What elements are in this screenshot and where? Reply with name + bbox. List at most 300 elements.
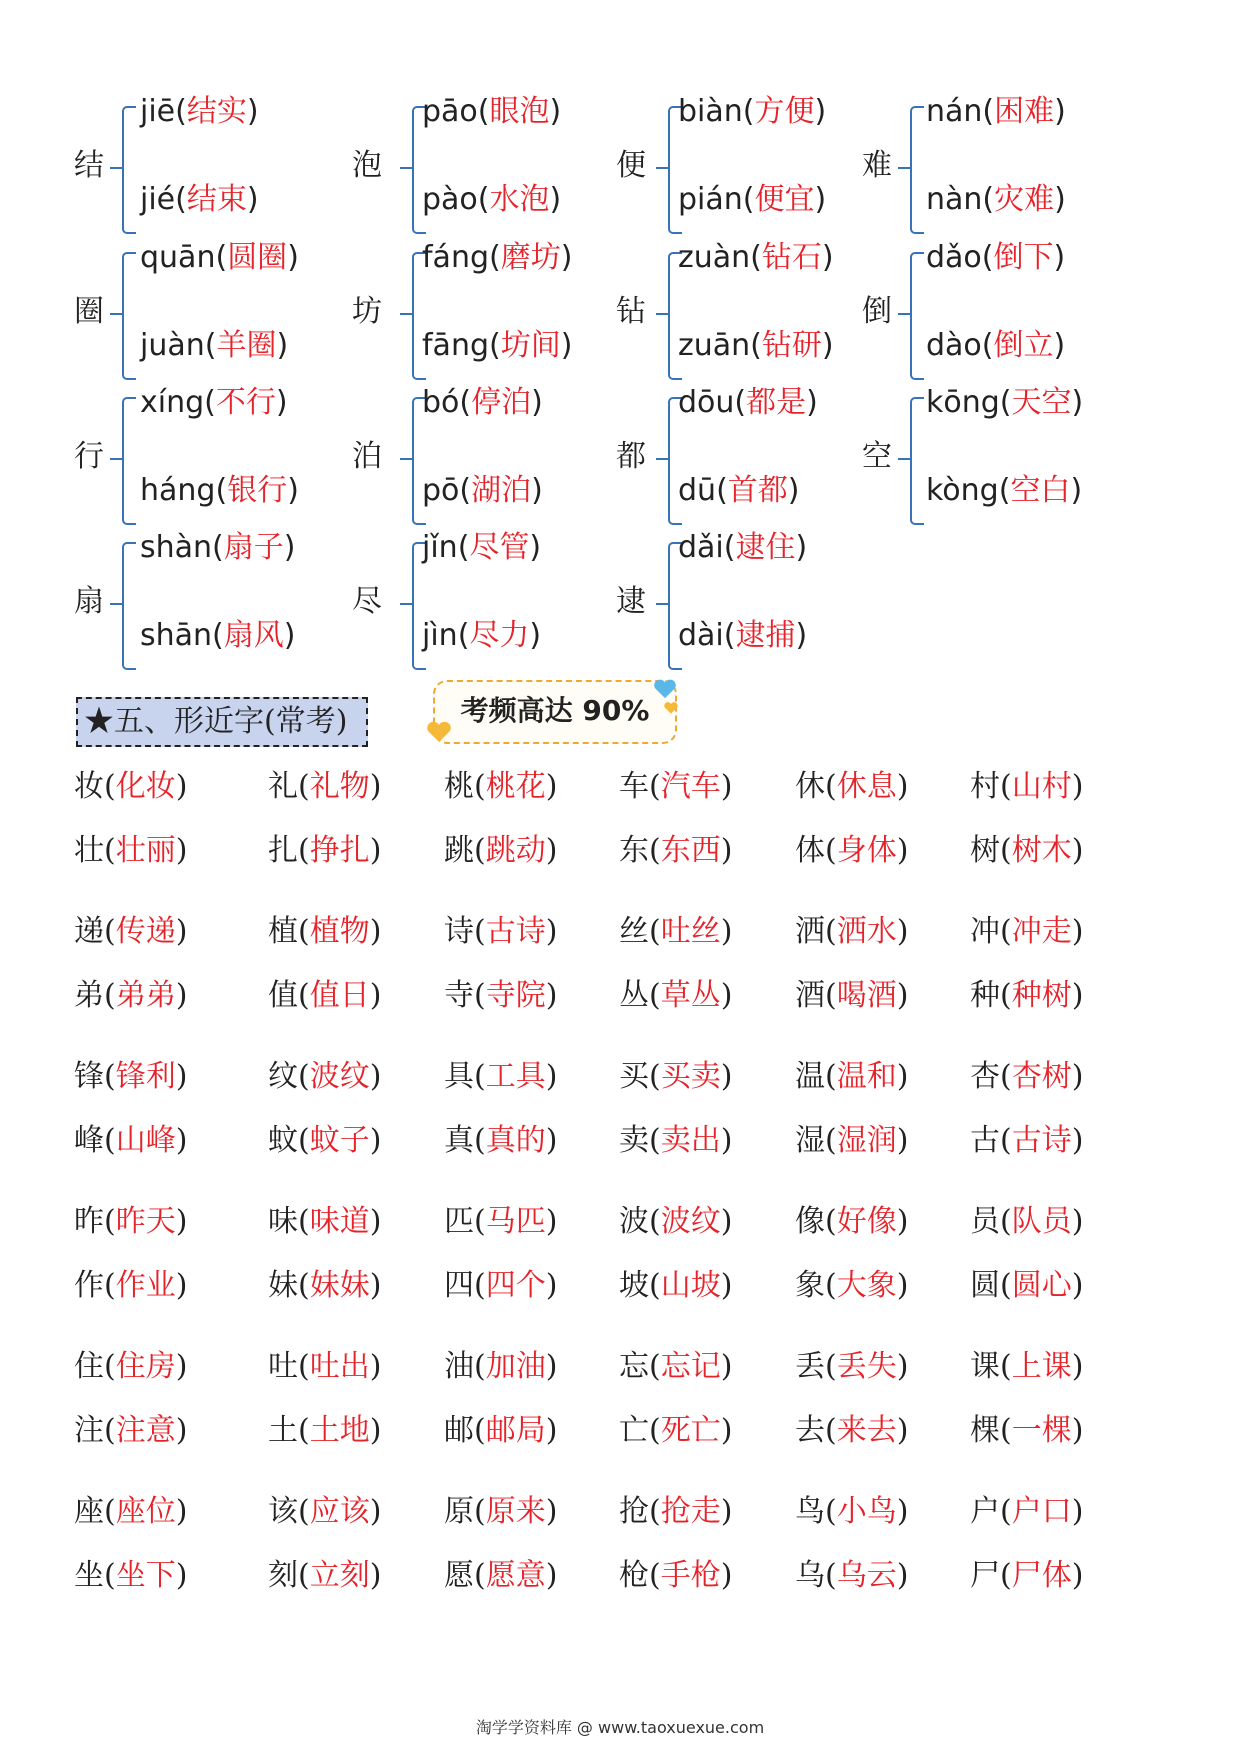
bracket-tick: [898, 167, 910, 169]
reading: kōng(天空): [926, 385, 1084, 420]
character: 圆: [970, 1268, 1000, 1303]
reading: dū(首都): [678, 473, 800, 508]
example-word: 小鸟: [836, 1494, 897, 1529]
example-word: 倒下: [993, 240, 1054, 275]
example-word: 山坡: [660, 1268, 721, 1303]
reading: pào(水泡): [422, 182, 562, 217]
similar-character-item: 乌(乌云): [795, 1558, 909, 1593]
example-word: 逮住: [735, 530, 796, 565]
footer-watermark: 淘学学资料库 @ www.taoxuexue.com: [475, 1718, 765, 1737]
example-word: 来去: [836, 1413, 897, 1448]
example-word: 羊圈: [216, 328, 277, 363]
character: 座: [74, 1494, 104, 1529]
character: 休: [795, 769, 825, 804]
pinyin: jié: [140, 182, 176, 217]
similar-character-item: 棵(一棵): [970, 1413, 1084, 1448]
similar-character-item: 味(味道): [268, 1204, 382, 1239]
character: 洒: [795, 914, 825, 949]
character: 鸟: [795, 1494, 825, 1529]
frequency-badge: 考频高达 90%: [433, 680, 677, 744]
example-word: 真的: [485, 1123, 546, 1158]
similar-character-item: 蚊(蚊子): [268, 1123, 382, 1158]
reading: kòng(空白): [926, 473, 1083, 508]
example-word: 味道: [309, 1204, 370, 1239]
example-word: 注意: [115, 1413, 176, 1448]
example-word: 坊间: [500, 328, 561, 363]
similar-character-item: 扎(挣扎): [268, 833, 382, 868]
example-word: 倒立: [993, 328, 1054, 363]
character: 体: [795, 833, 825, 868]
character: 湿: [795, 1123, 825, 1158]
example-word: 汽车: [660, 769, 721, 804]
similar-character-item: 纹(波纹): [268, 1059, 382, 1094]
character: 味: [268, 1204, 298, 1239]
similar-character-item: 诗(古诗): [444, 914, 558, 949]
character: 象: [795, 1268, 825, 1303]
pinyin: shān: [140, 618, 213, 653]
example-word: 好像: [836, 1204, 897, 1239]
example-word: 水泡: [489, 182, 550, 217]
pinyin: fáng: [422, 240, 490, 275]
similar-character-item: 像(好像): [795, 1204, 909, 1239]
bracket-tick: [656, 313, 668, 315]
reading: biàn(方便): [678, 94, 827, 129]
pinyin: shàn: [140, 530, 213, 565]
example-word: 圆心: [1011, 1268, 1072, 1303]
similar-character-item: 课(上课): [970, 1349, 1084, 1384]
example-word: 杏树: [1011, 1059, 1072, 1094]
example-word: 愿意: [485, 1558, 546, 1593]
pinyin: zuān: [678, 328, 751, 363]
character: 植: [268, 914, 298, 949]
similar-character-item: 冲(冲走): [970, 914, 1084, 949]
character: 尸: [970, 1558, 1000, 1593]
similar-character-item: 壮(壮丽): [74, 833, 188, 868]
similar-character-item: 古(古诗): [970, 1123, 1084, 1158]
similar-character-item: 圆(圆心): [970, 1268, 1084, 1303]
similar-character-item: 波(波纹): [619, 1204, 733, 1239]
reading: jìn(尽力): [422, 618, 542, 653]
pinyin: pō: [422, 473, 460, 508]
similar-character-item: 四(四个): [444, 1268, 558, 1303]
character: 该: [268, 1494, 298, 1529]
polyphone-character: 倒: [862, 294, 892, 329]
example-word: 空白: [1010, 473, 1071, 508]
character: 车: [619, 769, 649, 804]
similar-character-item: 刻(立刻): [268, 1558, 382, 1593]
bracket: [122, 542, 136, 670]
similar-character-item: 忘(忘记): [619, 1349, 733, 1384]
example-word: 东西: [660, 833, 721, 868]
similar-character-item: 种(种树): [970, 978, 1084, 1013]
reading: jié(结束): [140, 182, 259, 217]
example-word: 吐丝: [660, 914, 721, 949]
polyphone-character: 都: [616, 439, 646, 474]
example-word: 死亡: [660, 1413, 721, 1448]
character: 棵: [970, 1413, 1000, 1448]
example-word: 结束: [186, 182, 247, 217]
pinyin: jìn: [422, 618, 458, 653]
character: 像: [795, 1204, 825, 1239]
similar-character-item: 东(东西): [619, 833, 733, 868]
character: 弟: [74, 978, 104, 1013]
bracket: [910, 106, 924, 234]
example-word: 银行: [227, 473, 288, 508]
example-word: 寺院: [485, 978, 546, 1013]
character: 妆: [74, 769, 104, 804]
character: 卖: [619, 1123, 649, 1158]
bracket-tick: [110, 458, 122, 460]
example-word: 波纹: [660, 1204, 721, 1239]
example-word: 喝酒: [836, 978, 897, 1013]
example-word: 乌云: [836, 1558, 897, 1593]
character: 树: [970, 833, 1000, 868]
example-word: 眼泡: [489, 94, 550, 129]
example-word: 钻研: [761, 328, 822, 363]
example-word: 都是: [746, 385, 807, 420]
example-word: 化妆: [115, 769, 176, 804]
example-word: 结实: [186, 94, 247, 129]
example-word: 困难: [994, 94, 1055, 129]
reading: dǎo(倒下): [926, 240, 1066, 275]
similar-character-item: 象(大象): [795, 1268, 909, 1303]
similar-character-item: 枪(手枪): [619, 1558, 733, 1593]
pinyin: jǐn: [422, 530, 458, 565]
example-word: 忘记: [660, 1349, 721, 1384]
character: 诗: [444, 914, 474, 949]
example-word: 树木: [1011, 833, 1072, 868]
pinyin: biàn: [678, 94, 743, 129]
heart-decoration-icon: [663, 701, 679, 715]
character: 枪: [619, 1558, 649, 1593]
character: 古: [970, 1123, 1000, 1158]
example-word: 首都: [727, 473, 788, 508]
reading: shān(扇风): [140, 618, 296, 653]
example-word: 一棵: [1011, 1413, 1072, 1448]
character: 礼: [268, 769, 298, 804]
similar-character-item: 递(传递): [74, 914, 188, 949]
similar-character-item: 植(植物): [268, 914, 382, 949]
similar-character-item: 原(原来): [444, 1494, 558, 1529]
example-word: 方便: [754, 94, 815, 129]
example-word: 古诗: [485, 914, 546, 949]
polyphone-character: 尽: [352, 584, 382, 619]
example-word: 丢失: [836, 1349, 897, 1384]
reading: zuàn(钻石): [678, 240, 834, 275]
example-word: 邮局: [485, 1413, 546, 1448]
character: 住: [74, 1349, 104, 1384]
character: 峰: [74, 1123, 104, 1158]
example-word: 工具: [485, 1059, 546, 1094]
character: 四: [444, 1268, 474, 1303]
pinyin: nàn: [926, 182, 983, 217]
polyphone-character: 圈: [74, 294, 104, 329]
reading: dǎi(逮住): [678, 530, 808, 565]
character: 乌: [795, 1558, 825, 1593]
character: 邮: [444, 1413, 474, 1448]
similar-character-item: 丝(吐丝): [619, 914, 733, 949]
similar-character-item: 鸟(小鸟): [795, 1494, 909, 1529]
example-word: 湿润: [836, 1123, 897, 1158]
bracket-tick: [400, 167, 412, 169]
pinyin: dōu: [678, 385, 735, 420]
similar-character-item: 锋(锋利): [74, 1059, 188, 1094]
example-word: 作业: [115, 1268, 176, 1303]
character: 温: [795, 1059, 825, 1094]
pinyin: quān: [140, 240, 216, 275]
similar-character-item: 该(应该): [268, 1494, 382, 1529]
bracket-tick: [400, 603, 412, 605]
character: 跳: [444, 833, 474, 868]
reading: xíng(不行): [140, 385, 288, 420]
example-word: 原来: [485, 1494, 546, 1529]
similar-character-item: 峰(山峰): [74, 1123, 188, 1158]
similar-character-item: 愿(愿意): [444, 1558, 558, 1593]
section-title: ★五、形近字(常考): [76, 697, 368, 747]
polyphone-character: 逮: [616, 584, 646, 619]
example-word: 上课: [1011, 1349, 1072, 1384]
example-word: 山峰: [115, 1123, 176, 1158]
example-word: 尽管: [469, 530, 530, 565]
example-word: 户口: [1011, 1494, 1072, 1529]
reading: pāo(眼泡): [422, 94, 562, 129]
similar-character-item: 值(值日): [268, 978, 382, 1013]
character: 买: [619, 1059, 649, 1094]
reading: dōu(都是): [678, 385, 818, 420]
reading: juàn(羊圈): [140, 328, 289, 363]
example-word: 洒水: [836, 914, 897, 949]
reading: jiē(结实): [140, 94, 259, 129]
similar-character-item: 亡(死亡): [619, 1413, 733, 1448]
character: 壮: [74, 833, 104, 868]
example-word: 挣扎: [309, 833, 370, 868]
pinyin: juàn: [140, 328, 205, 363]
similar-character-item: 作(作业): [74, 1268, 188, 1303]
example-word: 吐出: [309, 1349, 370, 1384]
character: 原: [444, 1494, 474, 1529]
character: 员: [970, 1204, 1000, 1239]
pinyin: pián: [678, 182, 743, 217]
pinyin: nán: [926, 94, 983, 129]
pinyin: háng: [140, 473, 216, 508]
bracket-tick: [898, 313, 910, 315]
pinyin: dào: [926, 328, 982, 363]
pinyin: kōng: [926, 385, 1000, 420]
similar-character-item: 土(土地): [268, 1413, 382, 1448]
pinyin: jiē: [140, 94, 176, 129]
similar-character-item: 买(买卖): [619, 1059, 733, 1094]
character: 丝: [619, 914, 649, 949]
example-word: 不行: [215, 385, 276, 420]
example-word: 妹妹: [309, 1268, 370, 1303]
bracket: [910, 252, 924, 380]
reading: fáng(磨坊): [422, 240, 573, 275]
example-word: 种树: [1011, 978, 1072, 1013]
pinyin: xíng: [140, 385, 205, 420]
polyphone-character: 泡: [352, 148, 382, 183]
character: 忘: [619, 1349, 649, 1384]
heart-decoration-icon: [652, 678, 678, 700]
character: 土: [268, 1413, 298, 1448]
similar-character-item: 座(座位): [74, 1494, 188, 1529]
character: 冲: [970, 914, 1000, 949]
polyphone-character: 泊: [352, 439, 382, 474]
bracket: [122, 252, 136, 380]
character: 具: [444, 1059, 474, 1094]
bracket: [122, 106, 136, 234]
character: 油: [444, 1349, 474, 1384]
polyphone-character: 难: [862, 148, 892, 183]
pinyin: bó: [422, 385, 460, 420]
similar-character-item: 员(队员): [970, 1204, 1084, 1239]
similar-character-item: 坐(坐下): [74, 1558, 188, 1593]
example-word: 礼物: [309, 769, 370, 804]
similar-character-item: 村(山村): [970, 769, 1084, 804]
example-word: 圆圈: [227, 240, 288, 275]
reading: dài(逮捕): [678, 618, 808, 653]
similar-character-item: 丛(草丛): [619, 978, 733, 1013]
character: 递: [74, 914, 104, 949]
character: 去: [795, 1413, 825, 1448]
example-word: 跳动: [485, 833, 546, 868]
similar-character-item: 体(身体): [795, 833, 909, 868]
polyphone-character: 空: [862, 439, 892, 474]
character: 作: [74, 1268, 104, 1303]
pinyin: kòng: [926, 473, 999, 508]
character: 桃: [444, 769, 474, 804]
similar-character-item: 温(温和): [795, 1059, 909, 1094]
similar-character-item: 匹(马匹): [444, 1204, 558, 1239]
similar-character-item: 真(真的): [444, 1123, 558, 1158]
bracket: [910, 397, 924, 525]
similar-character-item: 礼(礼物): [268, 769, 382, 804]
example-word: 买卖: [660, 1059, 721, 1094]
example-word: 马匹: [485, 1204, 546, 1239]
polyphone-character: 坊: [352, 294, 382, 329]
character: 妹: [268, 1268, 298, 1303]
example-word: 蚊子: [309, 1123, 370, 1158]
example-word: 扇子: [223, 530, 284, 565]
heart-decoration-icon: [425, 720, 453, 744]
reading: jǐn(尽管): [422, 530, 542, 565]
example-word: 坐下: [115, 1558, 176, 1593]
similar-character-item: 油(加油): [444, 1349, 558, 1384]
character: 波: [619, 1204, 649, 1239]
pinyin: pào: [422, 182, 478, 217]
example-word: 灾难: [994, 182, 1055, 217]
character: 坡: [619, 1268, 649, 1303]
reading: pō(湖泊): [422, 473, 543, 508]
character: 锋: [74, 1059, 104, 1094]
character: 丛: [619, 978, 649, 1013]
example-word: 尸体: [1011, 1558, 1072, 1593]
reading: dào(倒立): [926, 328, 1066, 363]
similar-character-item: 卖(卖出): [619, 1123, 733, 1158]
similar-character-item: 吐(吐出): [268, 1349, 382, 1384]
bracket-tick: [400, 458, 412, 460]
example-word: 便宜: [754, 182, 815, 217]
example-word: 住房: [115, 1349, 176, 1384]
example-word: 湖泊: [471, 473, 532, 508]
similar-character-item: 寺(寺院): [444, 978, 558, 1013]
character: 愿: [444, 1558, 474, 1593]
similar-character-item: 弟(弟弟): [74, 978, 188, 1013]
example-word: 大象: [836, 1268, 897, 1303]
similar-character-item: 跳(跳动): [444, 833, 558, 868]
character: 抢: [619, 1494, 649, 1529]
pinyin: pāo: [422, 94, 478, 129]
reading: fāng(坊间): [422, 328, 573, 363]
similar-character-item: 湿(湿润): [795, 1123, 909, 1158]
example-word: 土地: [309, 1413, 370, 1448]
pinyin: dū: [678, 473, 717, 508]
similar-character-item: 杏(杏树): [970, 1059, 1084, 1094]
similar-character-item: 酒(喝酒): [795, 978, 909, 1013]
similar-character-item: 抢(抢走): [619, 1494, 733, 1529]
example-word: 休息: [836, 769, 897, 804]
character: 纹: [268, 1059, 298, 1094]
polyphone-character: 便: [616, 148, 646, 183]
similar-character-item: 妆(化妆): [74, 769, 188, 804]
example-word: 卖出: [660, 1123, 721, 1158]
example-word: 手枪: [660, 1558, 721, 1593]
similar-character-item: 去(来去): [795, 1413, 909, 1448]
example-word: 值日: [309, 978, 370, 1013]
reading: quān(圆圈): [140, 240, 299, 275]
character: 坐: [74, 1558, 104, 1593]
example-word: 加油: [485, 1349, 546, 1384]
polyphone-character: 扇: [74, 584, 104, 619]
reading: shàn(扇子): [140, 530, 296, 565]
example-word: 钻石: [761, 240, 822, 275]
similar-character-item: 注(注意): [74, 1413, 188, 1448]
character: 扎: [268, 833, 298, 868]
example-word: 温和: [836, 1059, 897, 1094]
character: 户: [970, 1494, 1000, 1529]
example-word: 昨天: [115, 1204, 176, 1239]
example-word: 扇风: [223, 618, 284, 653]
example-word: 身体: [836, 833, 897, 868]
bracket-tick: [400, 313, 412, 315]
pinyin: dài: [678, 618, 724, 653]
character: 杏: [970, 1059, 1000, 1094]
character: 吐: [268, 1349, 298, 1384]
character: 村: [970, 769, 1000, 804]
example-word: 立刻: [309, 1558, 370, 1593]
character: 真: [444, 1123, 474, 1158]
pinyin: fāng: [422, 328, 490, 363]
similar-character-item: 尸(尸体): [970, 1558, 1084, 1593]
pinyin: dǎo: [926, 240, 982, 275]
similar-character-item: 住(住房): [74, 1349, 188, 1384]
character: 课: [970, 1349, 1000, 1384]
bracket-tick: [656, 167, 668, 169]
character: 寺: [444, 978, 474, 1013]
bracket-tick: [110, 167, 122, 169]
reading: zuān(钻研): [678, 328, 834, 363]
similar-character-item: 具(工具): [444, 1059, 558, 1094]
example-word: 传递: [115, 914, 176, 949]
similar-character-item: 树(树木): [970, 833, 1084, 868]
example-word: 弟弟: [115, 978, 176, 1013]
character: 蚊: [268, 1123, 298, 1158]
example-word: 天空: [1011, 385, 1072, 420]
example-word: 山村: [1011, 769, 1072, 804]
character: 刻: [268, 1558, 298, 1593]
similar-character-item: 邮(邮局): [444, 1413, 558, 1448]
similar-character-item: 洒(洒水): [795, 914, 909, 949]
example-word: 停泊: [471, 385, 532, 420]
